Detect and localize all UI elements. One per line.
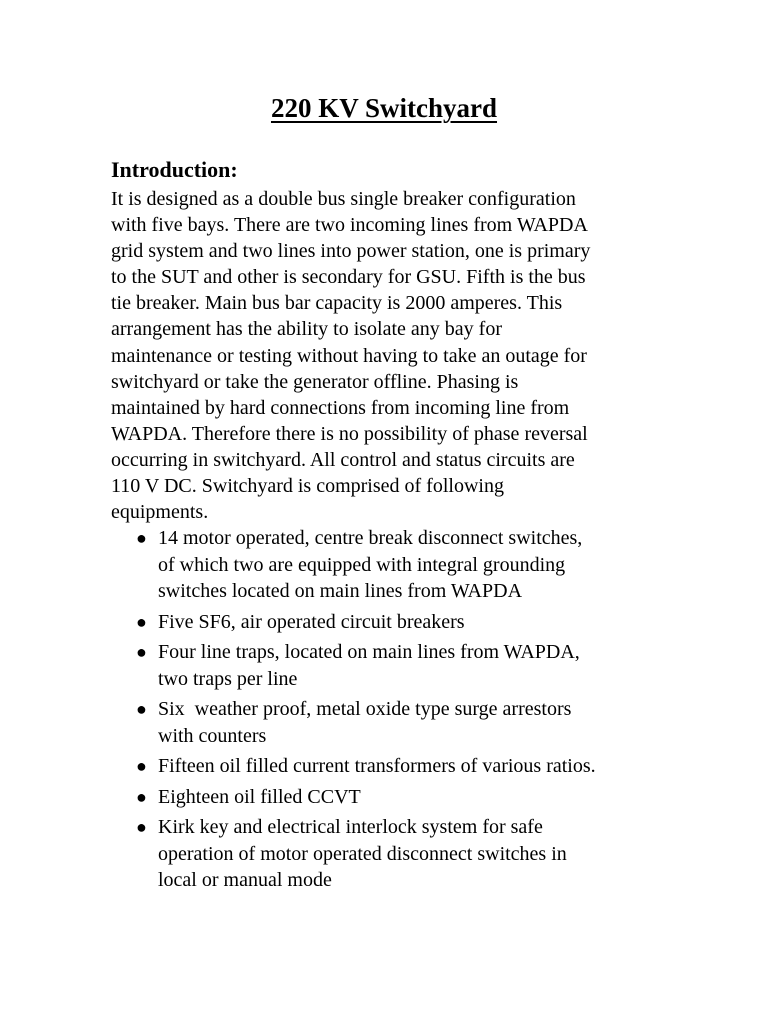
equipment-list (111, 525, 691, 898)
list-item-line: with counters (158, 724, 267, 747)
list-item (111, 696, 691, 749)
title-text: 220 KV Switchyard (270, 93, 498, 123)
list-item-line: Five SF6, air operated circuit breakers (158, 610, 465, 633)
paragraph-line: tie breaker. Main bus bar capacity is 2000 amperes. This (111, 292, 563, 315)
bullet-icon: ● (136, 611, 147, 632)
paragraph-line: WAPDA. Therefore there is no possibility of phase reversal (111, 422, 588, 445)
list-item-line: 14 motor operated, centre break disconnect switches, (158, 527, 583, 549)
section-heading: Introduction: (111, 157, 238, 182)
paragraph-line: equipments. (111, 501, 209, 524)
list-item (111, 609, 691, 636)
list-item-line: Eighteen oil filled CCVT (158, 785, 361, 808)
list-item (111, 784, 691, 811)
paragraph-line: with five bays. There are two incoming lines from WAPDA (111, 214, 588, 237)
list-item (111, 639, 691, 692)
bullet-icon: ● (136, 817, 147, 837)
list-item-line: two traps per line (158, 667, 298, 690)
paragraph-line: switchyard or take the generator offline. Phasing is (111, 370, 519, 393)
paragraph-line: maintained by hard connections from incoming line from (111, 396, 570, 419)
list-item-line: of which two are equipped with integral grounding (158, 553, 566, 576)
list-item (111, 753, 691, 780)
list-item-line: Four line traps, located on main lines from WAPDA, (158, 641, 580, 663)
page-title (0, 90, 768, 126)
list-item-line: operation of motor operated disconnect switches in (158, 842, 567, 865)
list-item-line: local or manual mode (158, 869, 332, 891)
list-item-line: Six weather proof, metal oxide type surge arrestors (158, 698, 572, 720)
paragraph-line: It is designed as a double bus single breaker configuration (111, 188, 576, 210)
bullet-icon: ● (136, 699, 147, 719)
paragraph-line: maintenance or testing without having to take an outage for (111, 344, 587, 367)
paragraph-line: arrangement has the ability to isolate any bay for (111, 318, 502, 341)
list-item (111, 814, 691, 894)
list-item (111, 525, 691, 605)
bullet-icon: ● (136, 642, 147, 662)
paragraph-line: 110 V DC. Switchyard is comprised of following (111, 475, 504, 498)
list-item-line: switches located on main lines from WAPDA (158, 580, 523, 602)
list-item-line: Fifteen oil filled current transformers of various ratios. (158, 755, 596, 777)
bullet-icon: ● (136, 528, 147, 548)
paragraph-line: to the SUT and other is secondary for GSU. Fifth is the bus (111, 266, 586, 289)
paragraph-line: grid system and two lines into power station, one is primary (111, 240, 591, 263)
bullet-icon: ● (136, 786, 147, 807)
paragraph-line: occurring in switchyard. All control and status circuits are (111, 448, 575, 471)
intro-paragraph (111, 186, 671, 525)
bullet-icon: ● (136, 756, 147, 776)
list-item-line: Kirk key and electrical interlock system for safe (158, 816, 543, 838)
